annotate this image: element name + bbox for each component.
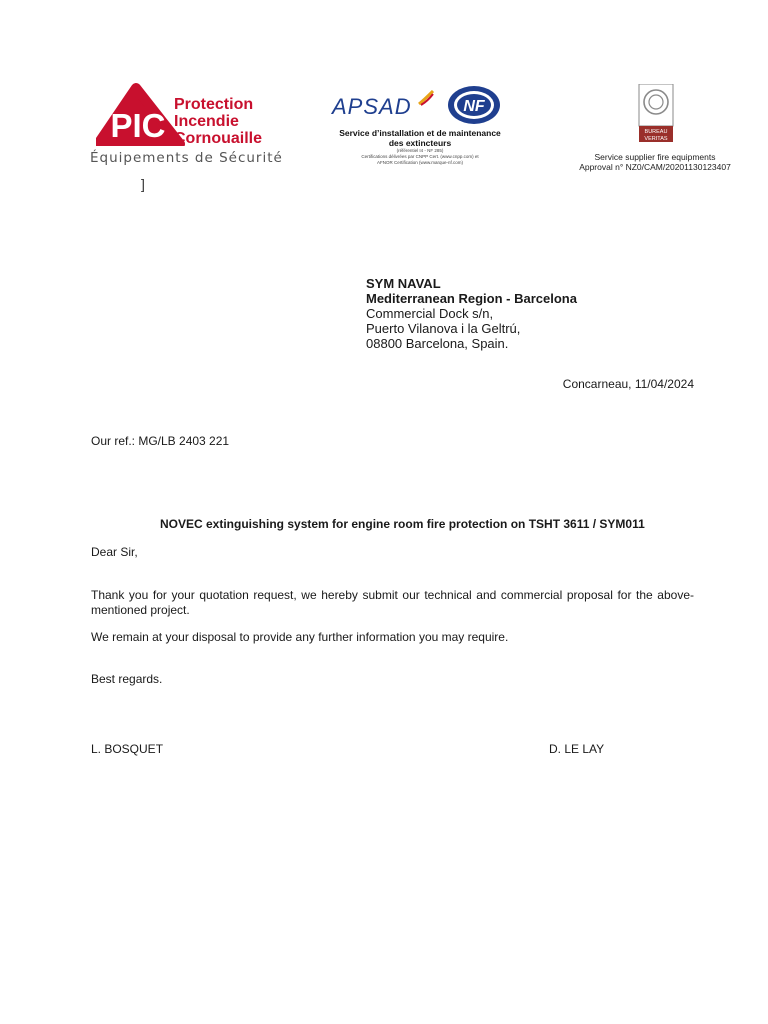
bv-line2: VERITAS (644, 136, 668, 142)
nf-service-icon (446, 84, 502, 126)
supplier-approval (560, 152, 750, 172)
pic-tagline: Équipements de Sécurité (90, 150, 283, 166)
signatory-left: L. BOSQUET (91, 742, 164, 756)
recipient-street: Commercial Dock s/n, (366, 306, 494, 321)
approval-line: Approval n° NZ0/CAM/20201130123407 (579, 162, 731, 172)
bracket-mark: ] (141, 176, 145, 192)
pic-mark: PIC (110, 107, 166, 144)
date-line: Concarneau, 11/04/2024 (562, 377, 694, 391)
apsad-referential: (référentiel I4 - NF 285) (396, 148, 444, 153)
recipient-city: 08800 Barcelona, Spain. (366, 336, 509, 351)
letter-subject: NOVEC extinguishing system for engine room fire protection on TSHT 3611 / SYM011 (160, 517, 645, 531)
apsad-cert-line1: Certifications délivrées par CNPP Cert. (www.cnpp.com) et (361, 154, 479, 159)
apsad-service-line1: Service d’installation et de maintenance (339, 128, 501, 138)
our-reference: Our ref.: MG/LB 2403 221 (91, 434, 230, 448)
recipient-town: Puerto Vilanova i la Geltrú, (366, 321, 521, 336)
paragraph-disposal: We remain at your disposal to provide any further information you may require. (91, 630, 509, 644)
recipient-address (366, 276, 577, 351)
closing: Best regards. (91, 672, 163, 686)
bv-line1: BUREAU (644, 129, 668, 135)
bureau-veritas-logo (636, 84, 676, 142)
apsad-mark: APSAD (332, 94, 412, 119)
apsad-swoosh-icon (418, 90, 434, 106)
pic-logo (90, 82, 296, 172)
recipient-name: SYM NAVAL (366, 276, 441, 291)
apsad-nf-logo (330, 84, 510, 176)
pic-line-protection: Protection (174, 96, 254, 113)
apsad-service-text (332, 128, 508, 148)
apsad-service-line2: des extincteurs (388, 138, 452, 148)
greeting: Dear Sir, (91, 545, 138, 559)
supplier-line: Service supplier fire equipments (594, 152, 716, 162)
bureau-veritas-seal-icon (636, 84, 676, 142)
apsad-cert-line2: AFNOR Certification (www.marque-nf.com) (376, 160, 464, 165)
pic-line-cornouaille: Cornouaille (174, 130, 263, 147)
paragraph-quotation: Thank you for your quotation request, we hereby submit our technical and commercial proposal for the above-mentioned project. (91, 588, 694, 617)
apsad-certifications (332, 148, 508, 166)
signatory-right: D. LE LAY (549, 742, 605, 756)
pic-line-incendie: Incendie (174, 113, 239, 130)
pic-brand-name (174, 96, 262, 147)
nf-mark: NF (463, 98, 485, 115)
recipient-region: Mediterranean Region - Barcelona (366, 291, 577, 306)
